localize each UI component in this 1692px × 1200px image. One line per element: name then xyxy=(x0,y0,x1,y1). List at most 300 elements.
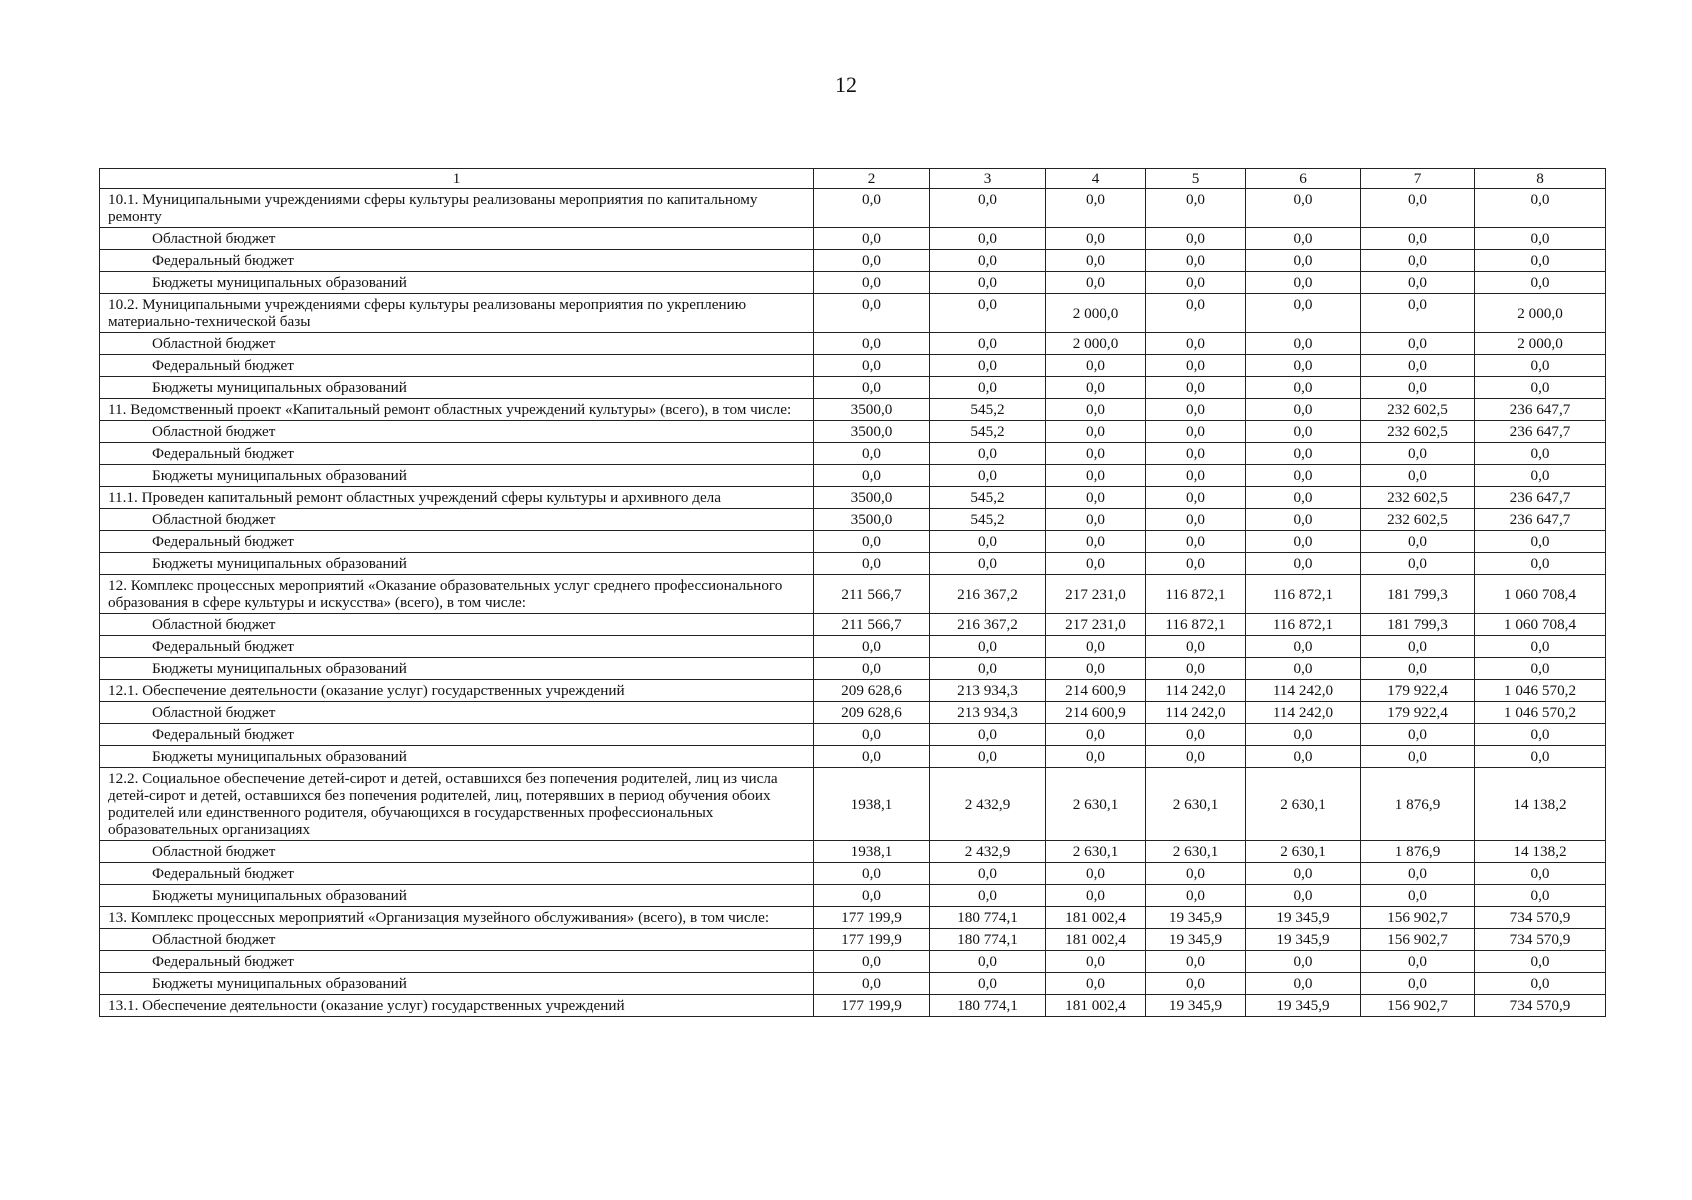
amount-cell: 0,0 xyxy=(1246,531,1361,553)
amount-cell: 2 630,1 xyxy=(1146,841,1246,863)
amount-cell: 0,0 xyxy=(814,746,930,768)
amount-cell: 0,0 xyxy=(1046,250,1146,272)
amount-cell: 0,0 xyxy=(1146,531,1246,553)
amount-cell: 0,0 xyxy=(1146,487,1246,509)
amount-cell: 179 922,4 xyxy=(1361,680,1475,702)
amount-cell: 114 242,0 xyxy=(1146,680,1246,702)
column-number-header: 7 xyxy=(1361,169,1475,189)
amount-cell: 0,0 xyxy=(1246,272,1361,294)
amount-cell: 116 872,1 xyxy=(1146,614,1246,636)
budget-source-row xyxy=(100,746,1606,768)
amount-cell: 156 902,7 xyxy=(1361,995,1475,1017)
budget-source-label: Бюджеты муниципальных образований xyxy=(100,885,814,907)
budget-source-row xyxy=(100,973,1606,995)
program-item-label: 12.1. Обеспечение деятельности (оказание услуг) государственных учреждений xyxy=(100,680,814,702)
amount-cell: 0,0 xyxy=(814,973,930,995)
amount-cell: 0,0 xyxy=(1246,355,1361,377)
amount-cell: 216 367,2 xyxy=(930,614,1046,636)
budget-source-row xyxy=(100,553,1606,575)
amount-cell: 0,0 xyxy=(930,294,1046,333)
amount-cell: 0,0 xyxy=(1246,250,1361,272)
amount-cell: 0,0 xyxy=(930,636,1046,658)
amount-cell: 0,0 xyxy=(814,294,930,333)
amount-cell: 14 138,2 xyxy=(1475,768,1606,841)
amount-cell: 0,0 xyxy=(1361,355,1475,377)
amount-cell: 1 876,9 xyxy=(1361,841,1475,863)
amount-cell: 0,0 xyxy=(930,553,1046,575)
amount-cell: 0,0 xyxy=(1046,228,1146,250)
amount-cell: 0,0 xyxy=(1146,465,1246,487)
amount-cell: 0,0 xyxy=(1246,228,1361,250)
amount-cell: 0,0 xyxy=(1146,189,1246,228)
amount-cell: 2 000,0 xyxy=(1475,333,1606,355)
budget-source-label: Областной бюджет xyxy=(100,509,814,531)
amount-cell: 114 242,0 xyxy=(1146,702,1246,724)
amount-cell: 0,0 xyxy=(930,465,1046,487)
budget-source-row xyxy=(100,250,1606,272)
amount-cell: 0,0 xyxy=(1146,509,1246,531)
amount-cell: 0,0 xyxy=(1146,421,1246,443)
amount-cell: 0,0 xyxy=(1146,250,1246,272)
amount-cell: 236 647,7 xyxy=(1475,421,1606,443)
budget-table-container xyxy=(99,168,1605,1017)
amount-cell: 217 231,0 xyxy=(1046,575,1146,614)
program-item-row xyxy=(100,487,1606,509)
amount-cell: 214 600,9 xyxy=(1046,680,1146,702)
amount-cell: 1 046 570,2 xyxy=(1475,680,1606,702)
program-item-row xyxy=(100,768,1606,841)
amount-cell: 0,0 xyxy=(1046,189,1146,228)
amount-cell: 0,0 xyxy=(1361,228,1475,250)
amount-cell: 0,0 xyxy=(1361,658,1475,680)
amount-cell: 0,0 xyxy=(1146,294,1246,333)
program-item-row xyxy=(100,399,1606,421)
budget-source-label: Областной бюджет xyxy=(100,614,814,636)
amount-cell: 2 630,1 xyxy=(1246,841,1361,863)
amount-cell: 734 570,9 xyxy=(1475,907,1606,929)
amount-cell: 0,0 xyxy=(1475,377,1606,399)
program-item-label: 12.2. Социальное обеспечение детей-сирот и детей, оставшихся без попечения родителей, лиц из числа детей-сирот и детей, оставшихся без попечения родителей, лиц, потерявших в период обучения обоих родителей или единственного родителя, обучающихся в государственных профессиональных образовательных организациях xyxy=(100,768,814,841)
amount-cell: 19 345,9 xyxy=(1146,907,1246,929)
amount-cell: 1938,1 xyxy=(814,768,930,841)
amount-cell: 0,0 xyxy=(1361,636,1475,658)
amount-cell: 0,0 xyxy=(814,553,930,575)
amount-cell: 0,0 xyxy=(1475,863,1606,885)
amount-cell: 0,0 xyxy=(1146,746,1246,768)
amount-cell: 0,0 xyxy=(1046,973,1146,995)
amount-cell: 0,0 xyxy=(814,465,930,487)
amount-cell: 0,0 xyxy=(1046,377,1146,399)
amount-cell: 0,0 xyxy=(1046,355,1146,377)
amount-cell: 0,0 xyxy=(1146,377,1246,399)
amount-cell: 0,0 xyxy=(1361,863,1475,885)
amount-cell: 179 922,4 xyxy=(1361,702,1475,724)
amount-cell: 2 000,0 xyxy=(1046,333,1146,355)
amount-cell: 180 774,1 xyxy=(930,995,1046,1017)
amount-cell: 0,0 xyxy=(930,658,1046,680)
program-item-label: 13.1. Обеспечение деятельности (оказание услуг) государственных учреждений xyxy=(100,995,814,1017)
amount-cell: 0,0 xyxy=(1361,333,1475,355)
amount-cell: 214 600,9 xyxy=(1046,702,1146,724)
program-item-label: 12. Комплекс процессных мероприятий «Оказание образовательных услуг среднего профессионального образования в сфере культуры и искусства» (всего), в том числе: xyxy=(100,575,814,614)
amount-cell: 0,0 xyxy=(930,228,1046,250)
budget-source-label: Областной бюджет xyxy=(100,929,814,951)
budget-source-row xyxy=(100,377,1606,399)
amount-cell: 0,0 xyxy=(1046,399,1146,421)
budget-source-row xyxy=(100,465,1606,487)
amount-cell: 0,0 xyxy=(1146,399,1246,421)
amount-cell: 0,0 xyxy=(930,863,1046,885)
amount-cell: 3500,0 xyxy=(814,399,930,421)
amount-cell: 0,0 xyxy=(1475,636,1606,658)
amount-cell: 0,0 xyxy=(1475,724,1606,746)
budget-source-row xyxy=(100,421,1606,443)
amount-cell: 0,0 xyxy=(1475,658,1606,680)
amount-cell: 0,0 xyxy=(930,531,1046,553)
amount-cell: 0,0 xyxy=(1146,355,1246,377)
amount-cell: 0,0 xyxy=(1046,658,1146,680)
amount-cell: 232 602,5 xyxy=(1361,421,1475,443)
amount-cell: 181 002,4 xyxy=(1046,929,1146,951)
program-item-label: 10.2. Муниципальными учреждениями сферы культуры реализованы мероприятия по укреплению материально-технической базы xyxy=(100,294,814,333)
amount-cell: 177 199,9 xyxy=(814,995,930,1017)
amount-cell: 180 774,1 xyxy=(930,929,1046,951)
amount-cell: 0,0 xyxy=(1246,443,1361,465)
amount-cell: 734 570,9 xyxy=(1475,995,1606,1017)
budget-source-row xyxy=(100,636,1606,658)
column-number-header: 4 xyxy=(1046,169,1146,189)
budget-source-label: Бюджеты муниципальных образований xyxy=(100,553,814,575)
amount-cell: 0,0 xyxy=(1475,228,1606,250)
amount-cell: 545,2 xyxy=(930,487,1046,509)
amount-cell: 0,0 xyxy=(1246,509,1361,531)
amount-cell: 0,0 xyxy=(1146,443,1246,465)
amount-cell: 0,0 xyxy=(930,333,1046,355)
amount-cell: 0,0 xyxy=(1475,746,1606,768)
budget-source-label: Бюджеты муниципальных образований xyxy=(100,465,814,487)
amount-cell: 0,0 xyxy=(814,333,930,355)
amount-cell: 0,0 xyxy=(1475,443,1606,465)
amount-cell: 209 628,6 xyxy=(814,702,930,724)
amount-cell: 545,2 xyxy=(930,399,1046,421)
amount-cell: 0,0 xyxy=(1146,272,1246,294)
amount-cell: 0,0 xyxy=(1361,553,1475,575)
program-item-row xyxy=(100,907,1606,929)
budget-source-label: Федеральный бюджет xyxy=(100,355,814,377)
amount-cell: 114 242,0 xyxy=(1246,680,1361,702)
amount-cell: 0,0 xyxy=(930,355,1046,377)
amount-cell: 1 060 708,4 xyxy=(1475,575,1606,614)
amount-cell: 116 872,1 xyxy=(1246,614,1361,636)
budget-source-label: Бюджеты муниципальных образований xyxy=(100,658,814,680)
amount-cell: 0,0 xyxy=(814,228,930,250)
amount-cell: 0,0 xyxy=(1046,885,1146,907)
amount-cell: 0,0 xyxy=(1246,333,1361,355)
amount-cell: 232 602,5 xyxy=(1361,509,1475,531)
amount-cell: 116 872,1 xyxy=(1246,575,1361,614)
program-item-row xyxy=(100,294,1606,333)
amount-cell: 0,0 xyxy=(1046,509,1146,531)
column-number-header: 3 xyxy=(930,169,1046,189)
amount-cell: 0,0 xyxy=(930,443,1046,465)
amount-cell: 211 566,7 xyxy=(814,614,930,636)
program-item-row xyxy=(100,189,1606,228)
budget-source-label: Областной бюджет xyxy=(100,841,814,863)
amount-cell: 0,0 xyxy=(1246,885,1361,907)
amount-cell: 19 345,9 xyxy=(1146,929,1246,951)
amount-cell: 0,0 xyxy=(930,250,1046,272)
amount-cell: 1 876,9 xyxy=(1361,768,1475,841)
budget-source-row xyxy=(100,355,1606,377)
amount-cell: 0,0 xyxy=(1475,531,1606,553)
program-item-label: 11.1. Проведен капитальный ремонт областных учреждений сферы культуры и архивного дела xyxy=(100,487,814,509)
amount-cell: 2 432,9 xyxy=(930,841,1046,863)
amount-cell: 0,0 xyxy=(1361,465,1475,487)
amount-cell: 0,0 xyxy=(930,189,1046,228)
amount-cell: 0,0 xyxy=(1146,553,1246,575)
budget-source-label: Федеральный бюджет xyxy=(100,951,814,973)
amount-cell: 3500,0 xyxy=(814,509,930,531)
budget-source-row xyxy=(100,333,1606,355)
amount-cell: 0,0 xyxy=(1246,724,1361,746)
column-number-header: 1 xyxy=(100,169,814,189)
amount-cell: 181 799,3 xyxy=(1361,614,1475,636)
budget-source-row xyxy=(100,951,1606,973)
amount-cell: 232 602,5 xyxy=(1361,399,1475,421)
amount-cell: 156 902,7 xyxy=(1361,929,1475,951)
amount-cell: 0,0 xyxy=(1475,885,1606,907)
amount-cell: 0,0 xyxy=(930,272,1046,294)
amount-cell: 0,0 xyxy=(1046,863,1146,885)
amount-cell: 0,0 xyxy=(1475,973,1606,995)
amount-cell: 0,0 xyxy=(1046,746,1146,768)
amount-cell: 0,0 xyxy=(814,189,930,228)
page-number: 12 xyxy=(835,72,857,97)
amount-cell: 0,0 xyxy=(814,272,930,294)
amount-cell: 213 934,3 xyxy=(930,702,1046,724)
amount-cell: 2 630,1 xyxy=(1046,841,1146,863)
amount-cell: 0,0 xyxy=(1146,951,1246,973)
amount-cell: 0,0 xyxy=(1361,189,1475,228)
amount-cell: 0,0 xyxy=(1146,885,1246,907)
amount-cell: 0,0 xyxy=(1246,421,1361,443)
amount-cell: 181 799,3 xyxy=(1361,575,1475,614)
budget-source-row xyxy=(100,443,1606,465)
amount-cell: 0,0 xyxy=(1475,951,1606,973)
amount-cell: 2 630,1 xyxy=(1146,768,1246,841)
amount-cell: 0,0 xyxy=(1475,272,1606,294)
budget-source-label: Областной бюджет xyxy=(100,421,814,443)
column-number-header-row xyxy=(100,169,1606,189)
amount-cell: 0,0 xyxy=(1246,658,1361,680)
amount-cell: 1 046 570,2 xyxy=(1475,702,1606,724)
amount-cell: 0,0 xyxy=(814,531,930,553)
amount-cell: 0,0 xyxy=(1361,885,1475,907)
program-item-row xyxy=(100,575,1606,614)
amount-cell: 734 570,9 xyxy=(1475,929,1606,951)
budget-source-row xyxy=(100,509,1606,531)
amount-cell: 19 345,9 xyxy=(1246,907,1361,929)
amount-cell: 0,0 xyxy=(1046,421,1146,443)
amount-cell: 0,0 xyxy=(1146,636,1246,658)
amount-cell: 0,0 xyxy=(814,250,930,272)
amount-cell: 0,0 xyxy=(814,885,930,907)
amount-cell: 545,2 xyxy=(930,509,1046,531)
budget-source-label: Бюджеты муниципальных образований xyxy=(100,377,814,399)
amount-cell: 209 628,6 xyxy=(814,680,930,702)
amount-cell: 19 345,9 xyxy=(1246,995,1361,1017)
amount-cell: 0,0 xyxy=(1146,863,1246,885)
amount-cell: 116 872,1 xyxy=(1146,575,1246,614)
amount-cell: 0,0 xyxy=(814,377,930,399)
amount-cell: 0,0 xyxy=(1361,443,1475,465)
amount-cell: 0,0 xyxy=(1475,465,1606,487)
budget-source-label: Областной бюджет xyxy=(100,228,814,250)
budget-source-row xyxy=(100,531,1606,553)
amount-cell: 0,0 xyxy=(1046,487,1146,509)
program-item-label: 10.1. Муниципальными учреждениями сферы культуры реализованы мероприятия по капитальному ремонту xyxy=(100,189,814,228)
amount-cell: 0,0 xyxy=(1361,531,1475,553)
amount-cell: 0,0 xyxy=(1361,746,1475,768)
amount-cell: 0,0 xyxy=(1146,333,1246,355)
amount-cell: 0,0 xyxy=(1046,724,1146,746)
budget-source-label: Бюджеты муниципальных образований xyxy=(100,973,814,995)
amount-cell: 0,0 xyxy=(1361,973,1475,995)
amount-cell: 0,0 xyxy=(814,658,930,680)
amount-cell: 0,0 xyxy=(1361,250,1475,272)
amount-cell: 545,2 xyxy=(930,421,1046,443)
amount-cell: 156 902,7 xyxy=(1361,907,1475,929)
amount-cell: 0,0 xyxy=(1246,553,1361,575)
amount-cell: 0,0 xyxy=(930,973,1046,995)
amount-cell: 0,0 xyxy=(1475,553,1606,575)
amount-cell: 0,0 xyxy=(1246,636,1361,658)
amount-cell: 236 647,7 xyxy=(1475,487,1606,509)
program-item-label: 13. Комплекс процессных мероприятий «Организация музейного обслуживания» (всего), в том числе: xyxy=(100,907,814,929)
amount-cell: 0,0 xyxy=(1246,863,1361,885)
amount-cell: 0,0 xyxy=(1246,973,1361,995)
amount-cell: 0,0 xyxy=(1046,636,1146,658)
budget-source-label: Федеральный бюджет xyxy=(100,443,814,465)
amount-cell: 0,0 xyxy=(930,951,1046,973)
budget-source-row xyxy=(100,658,1606,680)
amount-cell: 0,0 xyxy=(1475,189,1606,228)
amount-cell: 3500,0 xyxy=(814,421,930,443)
program-item-label: 11. Ведомственный проект «Капитальный ремонт областных учреждений культуры» (всего), в том числе: xyxy=(100,399,814,421)
column-number-header: 8 xyxy=(1475,169,1606,189)
amount-cell: 0,0 xyxy=(1246,399,1361,421)
amount-cell: 14 138,2 xyxy=(1475,841,1606,863)
amount-cell: 0,0 xyxy=(1046,531,1146,553)
amount-cell: 2 432,9 xyxy=(930,768,1046,841)
column-number-header: 2 xyxy=(814,169,930,189)
budget-source-row xyxy=(100,885,1606,907)
column-number-header: 6 xyxy=(1246,169,1361,189)
amount-cell: 0,0 xyxy=(1361,951,1475,973)
amount-cell: 211 566,7 xyxy=(814,575,930,614)
amount-cell: 2 630,1 xyxy=(1046,768,1146,841)
amount-cell: 217 231,0 xyxy=(1046,614,1146,636)
amount-cell: 181 002,4 xyxy=(1046,995,1146,1017)
amount-cell: 0,0 xyxy=(1246,377,1361,399)
program-item-row xyxy=(100,680,1606,702)
amount-cell: 0,0 xyxy=(1046,951,1146,973)
amount-cell: 180 774,1 xyxy=(930,907,1046,929)
amount-cell: 0,0 xyxy=(1246,951,1361,973)
amount-cell: 0,0 xyxy=(1146,228,1246,250)
amount-cell: 2 000,0 xyxy=(1475,294,1606,333)
amount-cell: 0,0 xyxy=(1146,724,1246,746)
budget-source-row xyxy=(100,228,1606,250)
budget-source-label: Федеральный бюджет xyxy=(100,531,814,553)
amount-cell: 0,0 xyxy=(1361,272,1475,294)
budget-source-row xyxy=(100,724,1606,746)
amount-cell: 0,0 xyxy=(1046,272,1146,294)
amount-cell: 0,0 xyxy=(814,443,930,465)
amount-cell: 0,0 xyxy=(814,863,930,885)
budget-table xyxy=(99,168,1606,1017)
amount-cell: 0,0 xyxy=(1246,746,1361,768)
amount-cell: 0,0 xyxy=(930,746,1046,768)
amount-cell: 0,0 xyxy=(930,885,1046,907)
budget-source-row xyxy=(100,272,1606,294)
amount-cell: 236 647,7 xyxy=(1475,509,1606,531)
amount-cell: 1 060 708,4 xyxy=(1475,614,1606,636)
budget-source-label: Федеральный бюджет xyxy=(100,250,814,272)
amount-cell: 19 345,9 xyxy=(1146,995,1246,1017)
amount-cell: 0,0 xyxy=(814,951,930,973)
amount-cell: 181 002,4 xyxy=(1046,907,1146,929)
amount-cell: 114 242,0 xyxy=(1246,702,1361,724)
budget-source-row xyxy=(100,614,1606,636)
amount-cell: 0,0 xyxy=(1246,487,1361,509)
amount-cell: 177 199,9 xyxy=(814,929,930,951)
column-number-header: 5 xyxy=(1146,169,1246,189)
amount-cell: 232 602,5 xyxy=(1361,487,1475,509)
amount-cell: 0,0 xyxy=(1361,294,1475,333)
budget-source-label: Областной бюджет xyxy=(100,333,814,355)
budget-source-label: Бюджеты муниципальных образований xyxy=(100,746,814,768)
budget-source-row xyxy=(100,702,1606,724)
amount-cell: 213 934,3 xyxy=(930,680,1046,702)
budget-source-row xyxy=(100,929,1606,951)
amount-cell: 236 647,7 xyxy=(1475,399,1606,421)
amount-cell: 0,0 xyxy=(814,636,930,658)
amount-cell: 0,0 xyxy=(1246,189,1361,228)
budget-table-body xyxy=(100,169,1606,1017)
program-item-row xyxy=(100,995,1606,1017)
amount-cell: 0,0 xyxy=(1246,465,1361,487)
amount-cell: 2 000,0 xyxy=(1046,294,1146,333)
amount-cell: 0,0 xyxy=(814,355,930,377)
budget-source-row xyxy=(100,841,1606,863)
amount-cell: 0,0 xyxy=(1146,658,1246,680)
budget-source-label: Федеральный бюджет xyxy=(100,724,814,746)
amount-cell: 0,0 xyxy=(1046,443,1146,465)
amount-cell: 0,0 xyxy=(1046,465,1146,487)
amount-cell: 0,0 xyxy=(1146,973,1246,995)
amount-cell: 0,0 xyxy=(814,724,930,746)
amount-cell: 0,0 xyxy=(1361,724,1475,746)
budget-source-label: Бюджеты муниципальных образований xyxy=(100,272,814,294)
amount-cell: 1938,1 xyxy=(814,841,930,863)
budget-source-label: Федеральный бюджет xyxy=(100,636,814,658)
amount-cell: 0,0 xyxy=(930,377,1046,399)
budget-source-label: Федеральный бюджет xyxy=(100,863,814,885)
amount-cell: 0,0 xyxy=(930,724,1046,746)
budget-source-label: Областной бюджет xyxy=(100,702,814,724)
amount-cell: 0,0 xyxy=(1475,355,1606,377)
